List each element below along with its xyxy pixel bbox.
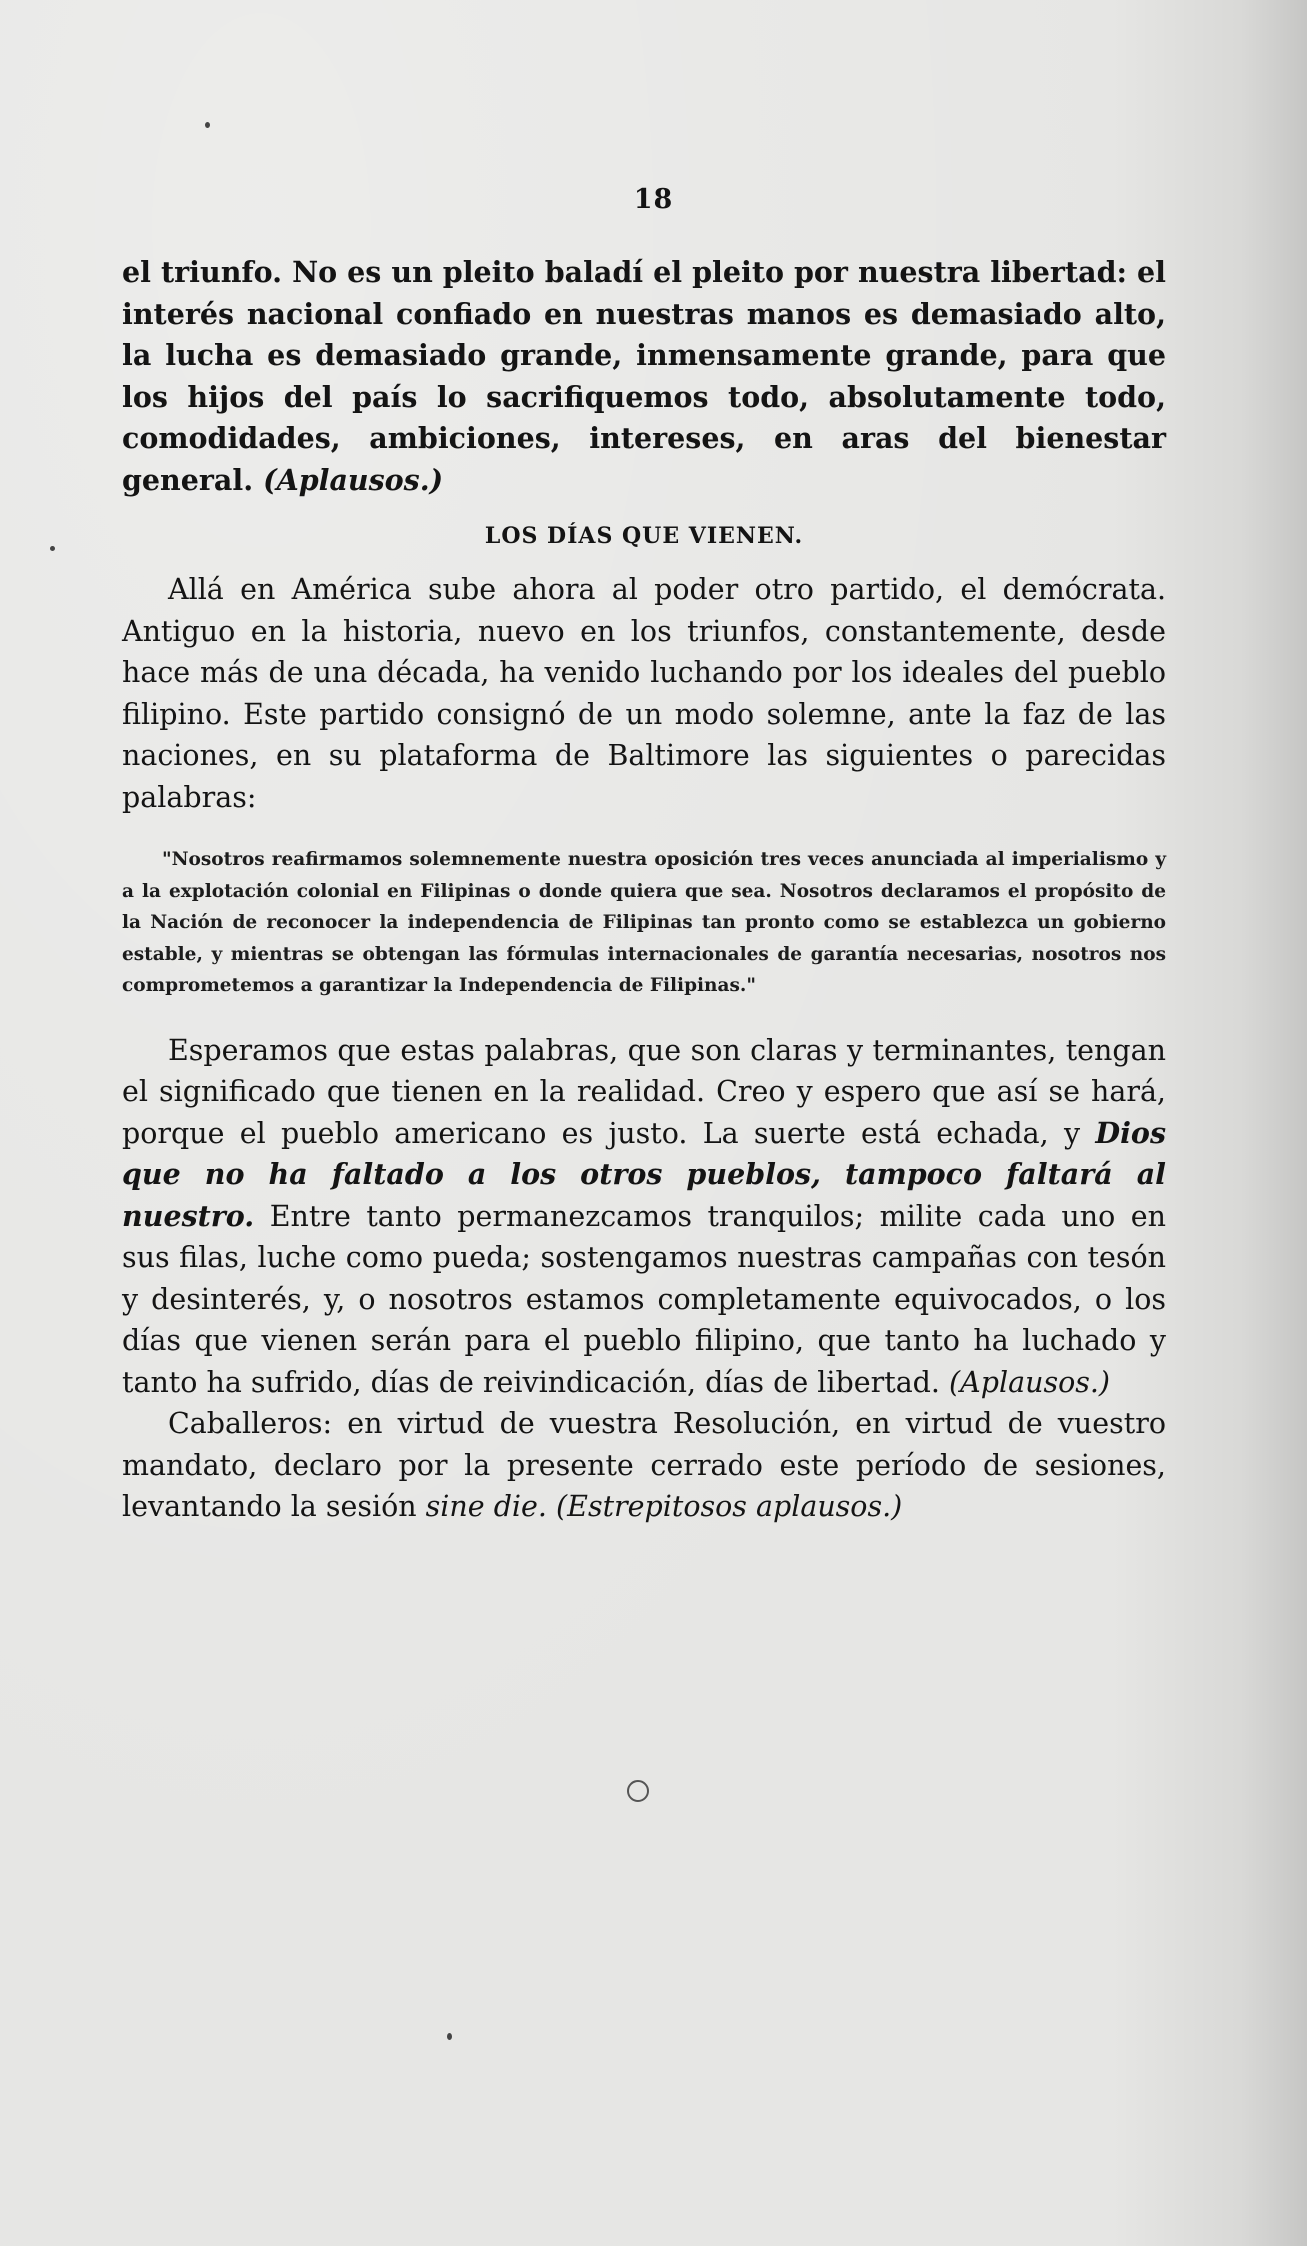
paragraph-intro <box>122 252 1166 501</box>
paragraph-hope-text-after: Entre tanto permanezcamos tranquilos; milite cada uno en sus filas, luche como pueda; sostengamos nuestras campañas con tesón y desinterés, y, o nosotros estamos completamente equivocados, o los días que vienen serán para el pueblo filipino, que tanto ha luchado y tanto ha sufrido, días de reivindicación, días de libertad. <box>122 1199 1166 1399</box>
page-number: 18 <box>633 184 674 215</box>
paragraph-democrats: Allá en América sube ahora al poder otro partido, el demócrata. Antiguo en la historia, nuevo en los triunfos, constantemente, desde hace más de una década, ha venido luchando por los ideales del pueblo filipino. Este partido consignó de un modo solemne, ante la faz de las naciones, en su plataforma de Baltimore las siguientes o parecidas palabras: <box>122 573 1166 814</box>
applause-note: (Aplausos.) <box>263 462 444 497</box>
text-column <box>122 252 1166 1528</box>
platform-quote: "Nosotros reafirmamos solemnemente nuestra oposición tres veces anunciada al imperialismo y a la explotación colonial en Filipinas o donde quiera que sea. Nosotros declaramos el propósito de la Nación de reconocer la independencia de Filipinas tan pronto como se establezca un gobierno estable, y mientras se obtengan las fórmulas internacionales de garantía necesarias, nosotros nos comprometemos a garantizar la Independencia de Filipinas." <box>122 849 1166 996</box>
emphasis-quote: Dios que no ha faltado a los otros pueblos, tampoco faltará al nuestro. <box>122 1115 1166 1233</box>
end-mark-circle <box>627 1780 649 1802</box>
paragraph-intro-text: el triunfo. No es un pleito baladí el pleito por nuestra libertad: el interés nacional confiado en nuestras manos es demasiado alto, la lucha es demasiado grande, inmensamente grande, para que los hijos del país lo sacrifiquemos todo, absolutamente todo, comodidades, ambiciones, intereses, en aras del bienestar general. <box>122 255 1166 497</box>
paragraph-hope <box>122 1030 1166 1404</box>
applause-note-final: (Estrepitosos aplausos.) <box>556 1490 903 1523</box>
latin-phrase: sine die. <box>425 1490 547 1523</box>
scan-speck <box>447 2033 452 2040</box>
scan-speck <box>205 122 210 128</box>
paragraph-closing-text: Caballeros: en virtud de vuestra Resolución, en virtud de vuestro mandato, declaro por la presente cerrado este período de sesiones, levantando la sesión <box>122 1407 1166 1523</box>
paragraph-hope-text-before: Esperamos que estas palabras, que son claras y terminantes, tengan el significado que tienen en la realidad. Creo y espero que así se hará, porque el pueblo americano es justo. La suerte está echada, y <box>122 1033 1166 1150</box>
paragraph-closing <box>122 1403 1166 1528</box>
section-heading: LOS DÍAS QUE VIENEN. <box>484 523 804 549</box>
scan-speck <box>50 546 55 551</box>
applause-note: (Aplausos.) <box>949 1365 1111 1399</box>
